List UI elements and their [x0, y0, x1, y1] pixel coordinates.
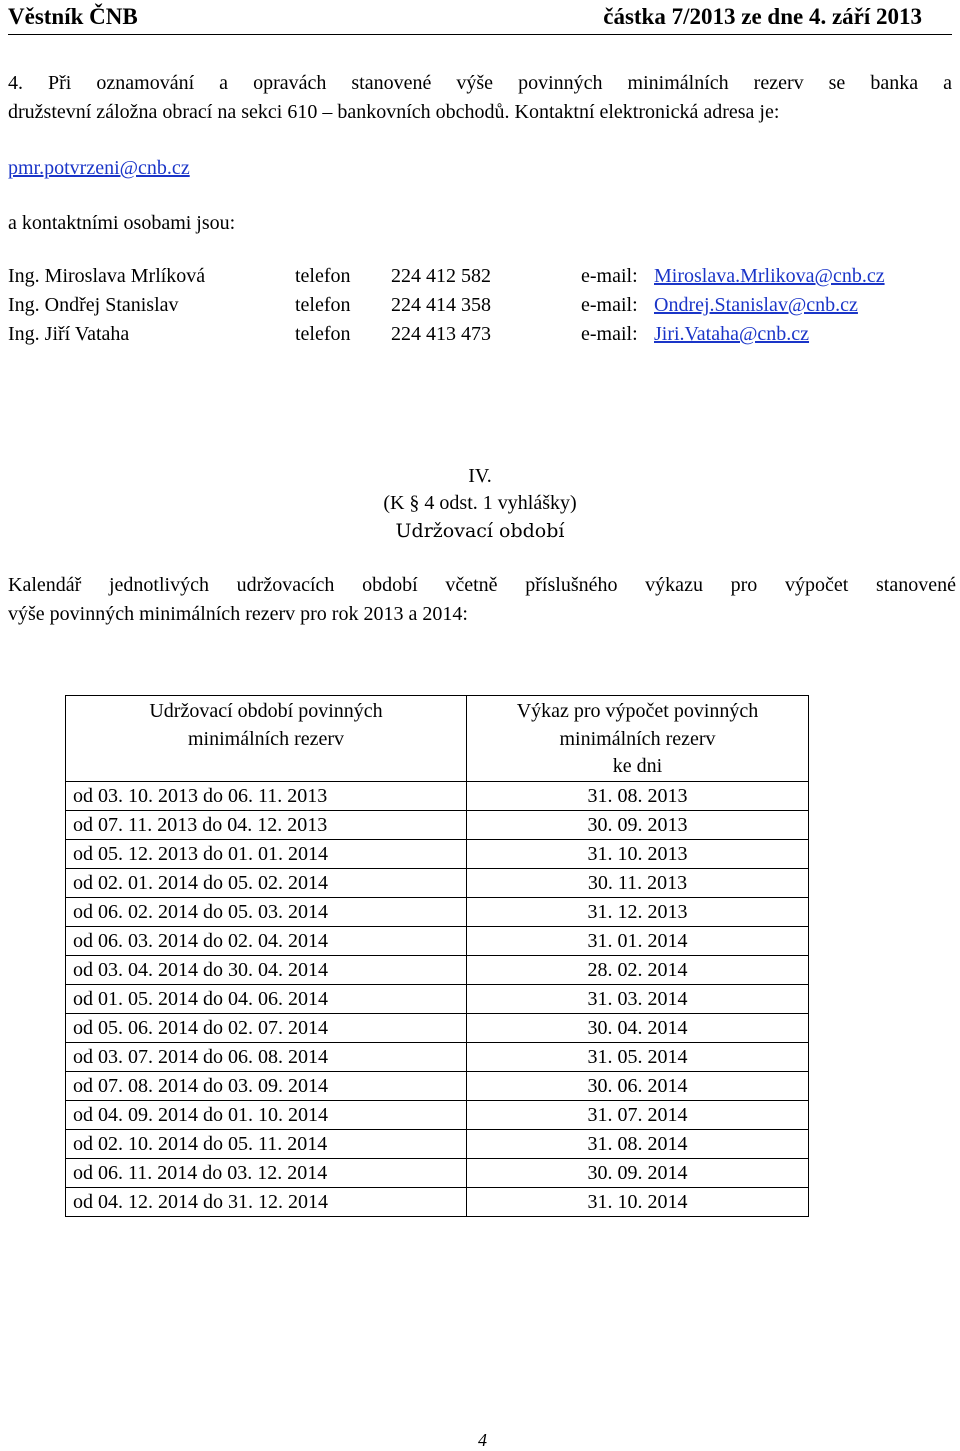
section-title: Udržovací období — [395, 520, 565, 542]
period-cell: od 03. 07. 2014 do 06. 08. 2014 — [66, 1043, 467, 1072]
phone-label: telefon — [295, 265, 351, 287]
report-date-cell: 31. 03. 2014 — [467, 985, 809, 1014]
contact-row — [8, 265, 948, 294]
table-row — [66, 927, 809, 956]
report-date-cell: 31. 10. 2014 — [467, 1188, 809, 1217]
table-row — [66, 956, 809, 985]
intro-line-2: družstevní záložna obrací na sekci 610 – bankovních obchodů. Kontaktní elektronická adresa je: — [8, 101, 780, 123]
table-row — [66, 1159, 809, 1188]
period-cell: od 06. 03. 2014 do 02. 04. 2014 — [66, 927, 467, 956]
page-number: 4 — [478, 1430, 487, 1450]
report-date-cell: 30. 04. 2014 — [467, 1014, 809, 1043]
report-date-cell: 31. 08. 2013 — [467, 782, 809, 811]
report-date-cell: 28. 02. 2014 — [467, 956, 809, 985]
report-date-cell: 30. 11. 2013 — [467, 869, 809, 898]
phone-number: 224 414 358 — [391, 294, 491, 316]
report-date-cell: 31. 07. 2014 — [467, 1101, 809, 1130]
table-row — [66, 985, 809, 1014]
table-row — [66, 1072, 809, 1101]
contact-email-link[interactable]: Ondrej.Stanislav@cnb.cz — [654, 294, 858, 316]
email-label: e-mail: — [581, 323, 638, 345]
period-cell: od 02. 10. 2014 do 05. 11. 2014 — [66, 1130, 467, 1159]
issue-info: částka 7/2013 ze dne 4. září 2013 — [603, 4, 922, 29]
section-reference: (K § 4 odst. 1 vyhlášky) — [383, 492, 577, 514]
header-report — [467, 696, 809, 782]
contacts-intro: a kontaktními osobami jsou: — [8, 212, 236, 234]
table-row — [66, 1014, 809, 1043]
header-period-line: Udržovací období povinných — [149, 700, 383, 722]
period-cell: od 06. 11. 2014 do 03. 12. 2014 — [66, 1159, 467, 1188]
intro-line-1: 4. Při oznamování a opravách stanovené výše povinných minimálních rezerv se banka a — [8, 72, 952, 94]
contact-email-link[interactable]: Miroslava.Mrlikova@cnb.cz — [654, 265, 885, 287]
phone-label: telefon — [295, 294, 351, 316]
period-cell: od 05. 06. 2014 do 02. 07. 2014 — [66, 1014, 467, 1043]
report-date-cell: 30. 09. 2013 — [467, 811, 809, 840]
table-row — [66, 898, 809, 927]
period-cell: od 02. 01. 2014 do 05. 02. 2014 — [66, 869, 467, 898]
table-header-row — [66, 696, 809, 782]
table-row — [66, 1130, 809, 1159]
contact-email-link[interactable]: Jiri.Vataha@cnb.cz — [654, 323, 810, 345]
report-date-cell: 31. 08. 2014 — [467, 1130, 809, 1159]
period-cell: od 06. 02. 2014 do 05. 03. 2014 — [66, 898, 467, 927]
header-report-line: ke dni — [612, 755, 663, 777]
period-cell: od 03. 10. 2013 do 06. 11. 2013 — [66, 782, 467, 811]
table-row — [66, 1101, 809, 1130]
report-date-cell: 30. 06. 2014 — [467, 1072, 809, 1101]
period-cell: od 07. 08. 2014 do 03. 09. 2014 — [66, 1072, 467, 1101]
period-cell: od 01. 05. 2014 do 04. 06. 2014 — [66, 985, 467, 1014]
header-report-line: Výkaz pro výpočet povinných — [516, 700, 759, 722]
page-header — [8, 4, 952, 35]
contact-list — [8, 265, 948, 352]
section-number: IV. — [468, 465, 492, 487]
period-cell: od 04. 12. 2014 do 31. 12. 2014 — [66, 1188, 467, 1217]
table-row — [66, 1043, 809, 1072]
contact-name: Ing. Jiří Vataha — [8, 323, 130, 345]
phone-number: 224 412 582 — [391, 265, 491, 287]
report-date-cell: 31. 05. 2014 — [467, 1043, 809, 1072]
calendar-text-line-2: výše povinných minimálních rezerv pro rok 2013 a 2014: — [8, 603, 468, 625]
table-row — [66, 1188, 809, 1217]
header-period — [66, 696, 467, 782]
contact-row — [8, 323, 948, 352]
table-row — [66, 782, 809, 811]
header-report-line: minimálních rezerv — [559, 727, 716, 750]
report-date-cell: 31. 12. 2013 — [467, 898, 809, 927]
email-label: e-mail: — [581, 265, 638, 287]
contact-email-link[interactable] — [8, 154, 190, 183]
report-date-cell: 31. 01. 2014 — [467, 927, 809, 956]
contact-name: Ing. Miroslava Mrlíková — [8, 265, 206, 287]
contact-email[interactable]: pmr.potvrzeni@cnb.cz — [8, 157, 190, 179]
contact-row — [8, 294, 948, 323]
period-cell: od 03. 04. 2014 do 30. 04. 2014 — [66, 956, 467, 985]
journal-title: Věstník ČNB — [8, 4, 138, 29]
period-cell: od 04. 09. 2014 do 01. 10. 2014 — [66, 1101, 467, 1130]
maintenance-period-table — [65, 695, 809, 1217]
phone-label: telefon — [295, 323, 351, 345]
report-date-cell: 30. 09. 2014 — [467, 1159, 809, 1188]
contact-name: Ing. Ondřej Stanislav — [8, 294, 179, 316]
period-cell: od 07. 11. 2013 do 04. 12. 2013 — [66, 811, 467, 840]
header-period-line: minimálních rezerv — [187, 727, 345, 750]
table-row — [66, 869, 809, 898]
report-date-cell: 31. 10. 2013 — [467, 840, 809, 869]
email-label: e-mail: — [581, 294, 638, 316]
calendar-text-line-1: Kalendář jednotlivých udržovacích období včetně příslušného výkazu pro výpočet stanovené — [8, 574, 956, 596]
table-row — [66, 811, 809, 840]
phone-number: 224 413 473 — [391, 323, 491, 345]
table-row — [66, 840, 809, 869]
period-cell: od 05. 12. 2013 do 01. 01. 2014 — [66, 840, 467, 869]
